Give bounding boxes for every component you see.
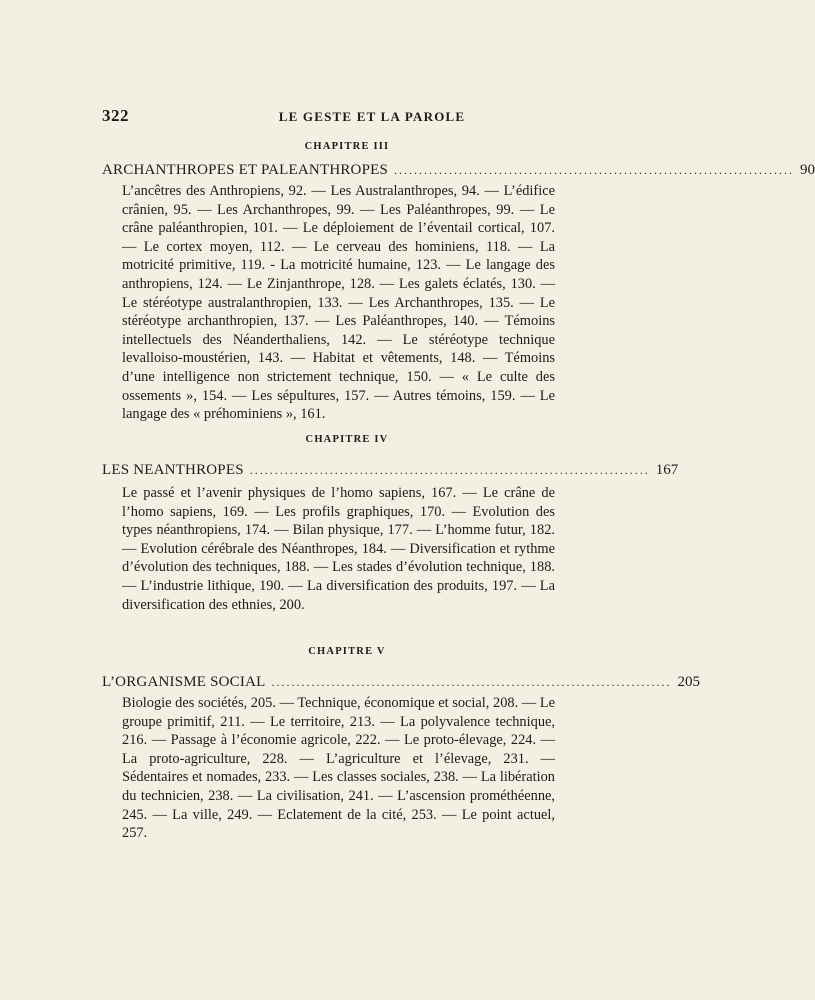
dot-leader: ................................................................................	[271, 675, 672, 689]
toc-entry[interactable]	[102, 674, 700, 694]
page-number: 322	[102, 106, 129, 125]
chapter-label: CHAPITRE V	[308, 646, 386, 657]
toc-entry[interactable]	[102, 462, 679, 482]
chapter-title: LES NEANTHROPES	[102, 462, 244, 478]
chapter-page: 167	[655, 462, 679, 478]
chapter-page: 205	[677, 674, 700, 690]
chapter-page: 90	[800, 162, 815, 178]
chapter-summary: L’ancêtres des Anthropiens, 92. — Les Australanthropes, 94. — L’édifice crânien, 95. — Les Archanthropes, 99. — Les Paléanthropes, 99. — Le crâne paléanthropien, 101. — Le déploiement de l’éventail cortical, 107. — Le cortex moyen, 112. — Le cerveau des hominiens, 118. — La motricité primitive, 119. - La motricité humaine, 123. — Le langage des anthropiens, 124. — Le Zinjanthrope, 128. — Les galets éclatés, 130. — Le stéréotype australanthropien, 133. — Les Archanthropes, 135. — Le stéréotype archanthropien, 137. — Les Paléanthropes, 140. — Témoins intellectuels des Néanderthaliens, 142. — Le stéréotype technique levalloiso-moustérien, 143. — Habitat et vêtements, 148. — Témoins d’une intelligence non strictement technique, 150. — « Le culte des ossements », 154. — Les sépultures, 157. — Autres témoins, 159. — Le langage des « préhominiens », 161.	[122, 183, 555, 423]
chapter-summary: Biologie des sociétés, 205. — Technique, économique et social, 208. — Le groupe primitif, 211. — Le territoire, 213. — La polyvalence technique, 216. — Passage à l’économie agricole, 222. — Le proto-élevage, 224. — La proto-agriculture, 228. — L’agriculture et l’élevage, 231. — Sédentaires et nomades, 233. — Les classes sociales, 238. — La libération du technicien, 238. — La civilisation, 241. — L’ascension prométhéenne, 245. — La ville, 249. — Eclatement de la cité, 253. — Le point actuel, 257.	[122, 695, 555, 842]
running-head	[102, 106, 592, 126]
toc-entry[interactable]	[102, 162, 815, 182]
chapter-label: CHAPITRE IV	[305, 434, 389, 445]
chapter-summary: Le passé et l’avenir physiques de l’homo sapiens, 167. — Le crâne de l’homo sapiens, 169. — Les profils graphiques, 170. — Evolution des types néanthropiens, 174. — Bilan physique, 177. — L’homme futur, 182. — Evolution cérébrale des Néanthropes, 184. — Diversification et rythme d’évolution des techniques, 188. — Les stades d’évolution technique, 188. — L’industrie lithique, 190. — La diversification des produits, 197. — La diversification des ethnies, 200.	[122, 485, 555, 613]
running-title: LE GESTE ET LA PAROLE	[278, 109, 466, 124]
chapter-label: CHAPITRE III	[304, 141, 390, 152]
dot-leader: ................................................................................	[394, 163, 795, 177]
dot-leader: ................................................................................	[249, 463, 650, 477]
chapter-title: ARCHANTHROPES ET PALEANTHROPES	[102, 162, 389, 178]
chapter-title: L’ORGANISME SOCIAL	[102, 674, 266, 690]
